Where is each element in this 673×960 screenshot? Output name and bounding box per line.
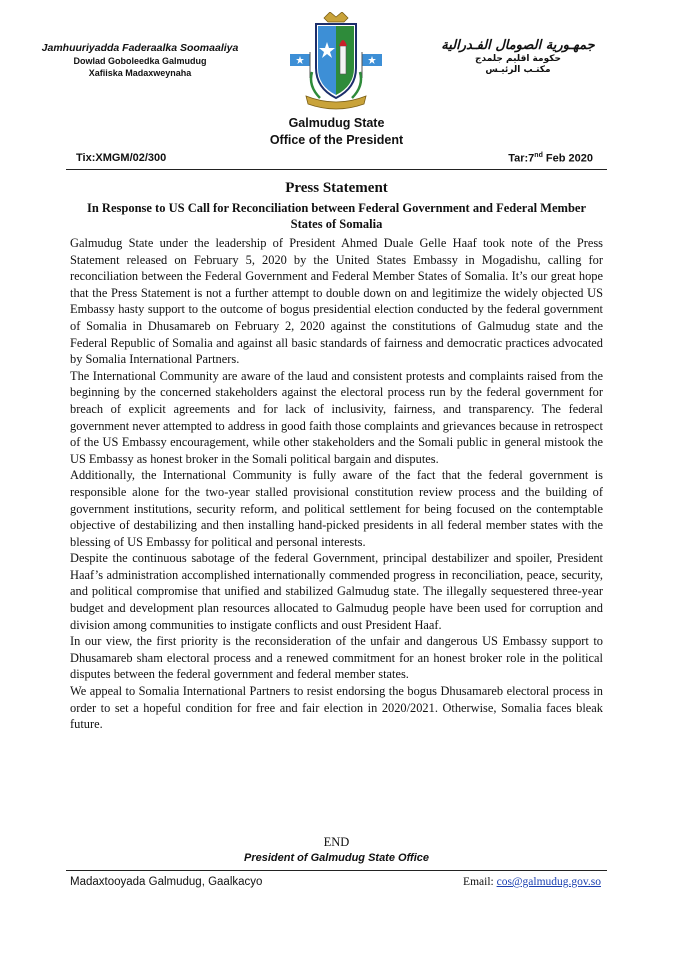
paragraph-1: Galmudug State under the leadership of President Ahmed Duale Gelle Haaf took note of the Press Statement released on February 5, 2020 by the United States Embassy in Mogadishu, calling for reconciliation between the Federal Government and Federal Member States of Somalia. It’s our great hope that the Press Statement is not a further attempt to double down on and legitimize the widely objected US Embassy hasty support to the outcome of bogus presidential election conducted by the federal government of Somalia in Dhusamareb on February 2, 2020 against the constitutions of Galmudug state and the Federal Republic of Somalia and against all basic standards of fairness and democratic practices advocated by Somalia International Partners.: [70, 236, 603, 367]
signature-line: President of Galmudug State Office: [244, 852, 429, 864]
statement-date: [508, 152, 593, 165]
document-subtitle: In Response to US Call for Reconciliation between Federal Government and Federal Member States of Somalia: [86, 201, 586, 231]
reference-number: Tix:XMGM/02/300: [76, 152, 167, 164]
paragraph-5: In our view, the first priority is the reconsideration of the unfair and dangerous US Embassy support to Dhusamareb sham electoral process and a renewed commitment for an honest broker role in the political disputes between the federal government and federal member states.: [70, 634, 603, 682]
paragraph-2: The International Community are aware of the laud and consistent protests and complaints raised from the beginning by the concerned stakeholders against the electoral process run by the federal government for breach of explicit agreements and for lack of inclusivity, fairness, and transparency. The federal government never attempted to address in good faith those complaints and grievances because in retrospect of the US Embassy encouragement, while other stakeholders and the Somali public in general mistook the US Embassy as honest broker in the Somali political bargain and disputes.: [70, 368, 603, 466]
header-arabic-line-1: جمهـورية الصومال الفـدرالية: [441, 38, 595, 53]
paragraph-4: Despite the continuous sabotage of the federal Government, principal destabilizer and spoiler, President Haaf’s administration accomplished internationally commended progress in reconciliation, peace, security, and political compromise that unified and stabilized Galmudug state. The illegally sequestered three-year budget and development plan resources allocated to Galmudug people have been used for corruption and division among communities to instigate conflicts and oust President Haaf.: [70, 551, 603, 632]
paragraph-6: We appeal to Somalia International Partners to resist endorsing the bogus Dhusamareb electoral process in order to set a hopeful condition for free and fair election in 2020/2021. Otherwise, Somalia faces bleak future.: [70, 684, 603, 732]
header-arabic-line-3: مكتـب الرئيـس: [485, 65, 551, 75]
footer-email: [463, 876, 601, 888]
date-month-year: Feb 2020: [542, 152, 593, 165]
header-somali-line-1: Jamhuuriyadda Faderaalka Soomaaliya: [41, 42, 239, 54]
statement-body: [70, 235, 603, 733]
header-arabic-block: [433, 38, 603, 75]
footer-divider: [66, 870, 607, 871]
document-title: Press Statement: [285, 180, 388, 196]
email-link[interactable]: cos@galmudug.gov.so: [496, 876, 601, 888]
paragraph-3: Additionally, the International Community is fully aware of the fact that the federal government is responsible alone for the two-year stalled provisional constitution review process and the building of government institutions, security reform, and political settlement for being focused on the contemptable objective of destabilizing and then installing hand-picked presidents in all federal member states with the blessing of US Embassy for political and personal interests.: [70, 468, 603, 549]
date-day: Tar:7: [508, 152, 535, 165]
office-name: Office of the President: [269, 133, 404, 147]
header-somali-block: [40, 42, 240, 78]
header-somali-line-3: Xafiiska Madaxweynaha: [88, 68, 192, 78]
galmudug-coat-of-arms-icon: [286, 12, 386, 112]
footer-address: Madaxtooyada Galmudug, Gaalkacyo: [70, 876, 263, 888]
header-somali-line-2: Dowlad Goboleedka Galmudug: [73, 56, 207, 66]
email-label: Email:: [463, 876, 497, 888]
header-arabic-line-2: حكومة اقليم جلمدج: [475, 54, 561, 64]
reference-line: [66, 152, 607, 170]
date-ordinal: nd: [534, 152, 543, 159]
org-name: Galmudug State: [288, 116, 385, 130]
end-marker: END: [323, 835, 350, 849]
